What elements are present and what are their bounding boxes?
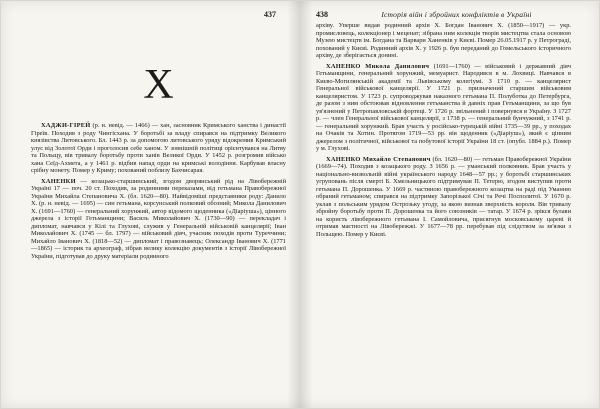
entry-continuation: архіву. Уперше видав родинний архів X. Богдан Іванович X. (1850—1917) — укр. промисловець, колекціонер і меценат; зібрана ним колекція творів мистецтва стала основою Музею мистецтв ім. Богдана та Варвари Ханенків у Києві. Помер 26.05.1917 р. у Петрограді, похований у Києві. Родинний архів X. у 1926 р. був переданий до Гомельського історичного архіву, де зберігається донині. xyxy=(316,22,571,59)
page-left-header xyxy=(31,10,286,22)
entry-text: (р. н. невід. — 1466) — хан, засновник Кримського ханства і династії Гіреїв. Походив з роду Чингісхана. У боротьбі за владу спирався на підтримку Великого князівства Литовського. Бл. 1443 р. за допомогою литовського уряду відокремив Кримський улус від Золотої Орди і проголосив себе ханом. У зовнішній політиці орієнтувався на Литву та Польщу, вів тривалу боротьбу проти ханів Великої Орди. У 1452 р. розгромив військо хана Сеїд-Ахмета, а у 1461 р. відбив напад орди на кримські володіння. Карбував власну срібну монету. Помер у Криму; похований поблизу Бахчисарая. xyxy=(31,122,286,174)
page-number-right: 438 xyxy=(316,10,328,19)
entry-text: (бл. 1620—80) — гетьман Правобережної України (1669—74). Походив з козацького роду. З 1656 р. — уманський полковник. Брав участь у національно-визвольній війні українського народу 1648—57 рр.; у боротьбі старшинських угруповань після смерті Б. Хмельницького підтримував П. Тетерю, згодом виступив проти гетьмана П. Дорошенка. У 1669 р. частиною правобережного козацтва на раді під Уманню обраний гетьманом; спирався на підтримку Запорізької Січі та Речі Посполитої. У 1670 р. уклав з польським урядом Острозьку угоду, за якою визнав зверхність короля. Вів тривалу збройну боротьбу проти П. Дорошенка та його союзників — татар. У 1674 р. зрікся булави на користь лівобережного гетьмана І. Самойловича, присягнув московському цареві й отримав маєтності на Лівобережжі. У 1677—78 рр. перебував під слідством за зв'язки з Польщею. Помер у Києві. xyxy=(316,155,571,238)
entry-khanenky xyxy=(31,178,286,261)
entry-text: — козацько-старшинський, згодом дворянський рід на Лівобережній Україні 17 — поч. 20 ст. Походив, за родинними переказами, від гетьмана Правобережної України Михайла Степановича X. (бл. 1620—80). Найвідоміші представники роду: Данило X. (р. н. невід. — 1695) — син гетьмана, корсунський полковий обозний; Микола Данилович X. (1691—1760) — генеральний хорунжий, автор відомого щоденника («Діаріуша»), цінного джерела з історії Гетьманщини; Василь Миколайович X. (1730—90) — перекладач і дипломат, навчався у Кілі та Глухові, служив у Генеральній військовій канцелярії; Іван Миколайович X. (1745 — бл. 1797) — військовий діяч, учасник походів проти Туреччини; Михайло Іванович X. (1818—52) — дипломат і правознавець; Олександр Іванович X. (1771—1865) — історик та археограф, зібрав велику колекцію документів з історії Лівобережної України, підготував до друку матеріали родинного xyxy=(31,177,286,260)
page-right xyxy=(300,1,599,408)
entry-headword: ХАНЕНКО Михайло Степанович xyxy=(326,155,431,163)
page-number-left: 437 xyxy=(264,10,276,19)
entry-headword: ХАНЕНКО Микола Данилович xyxy=(326,62,430,70)
section-letter: X xyxy=(143,62,174,108)
page-left xyxy=(1,1,300,408)
entry-headword: ХАДЖИ-ГІРЕЙ xyxy=(41,122,91,129)
entry-text: (1691—1760) — військовий і державний діяч Гетьманщини, генеральний хорунжий, мемуарист. Народився в м. Лохвиці. Навчався в Києво-Могилянській академії та Львівському колегіумі. З 1710 р. — канцелярист Генеральної військової канцелярії. У 1721 р. призначений старшим військовим канцеляристом. У 1723 р. супроводжував наказного гетьмана П. Полуботка до Петербурга, де разом з ним обстоював відновлення гетьманства й давніх прав Гетьманщини, за що був ув'язнений у Петропавловській фортеці. У 1726 р. звільнений і повернувся в Україну. З 1727 р. — член Генеральної військової канцелярії, з 1738 р. — генеральний бунчужний, з 1741 р. — генеральний хорунжий. Брав участь у російсько-турецькій війні 1735—39 рр., у походах на Очаків та Хотин. Протягом 1719—53 рр. вів щоденник («Діаріуш»), який є цінним джерелом з політичної, військової та побутової історії України 18 ст. (опубл. 1884 р.). Помер у м. Глухові. xyxy=(316,62,572,152)
entry-khanenko-mykhailo xyxy=(316,156,571,239)
book-pages xyxy=(1,1,599,408)
entry-headword: ХАНЕНКИ xyxy=(41,177,76,185)
running-title: Історія війн і збройних конфліктів в Україні xyxy=(381,10,532,19)
entry-khanenko-mykola xyxy=(316,63,571,153)
page-right-header xyxy=(316,10,571,22)
entry-khadzhi-girei xyxy=(31,122,286,175)
